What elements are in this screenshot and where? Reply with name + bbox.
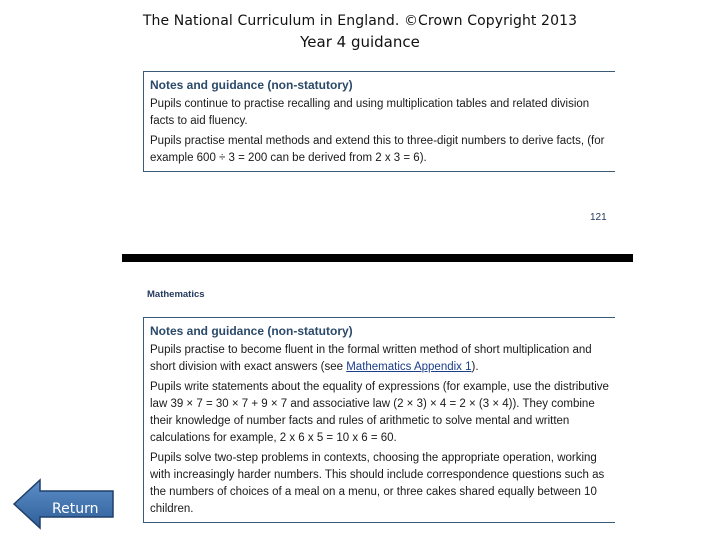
notes-paragraph: Pupils practise mental methods and extend this to three-digit numbers to derive facts, (for example 600 ÷ 3 = 200 can be derived from 2 x 3 = 6).: [150, 135, 605, 164]
notes-box-title: Notes and guidance (non-statutory): [150, 324, 353, 338]
page-number: 121: [590, 212, 607, 223]
return-button[interactable]: [12, 478, 116, 530]
notes-paragraph: Pupils solve two-step problems in contexts, choosing the appropriate operation, working with increasingly harder numbers. This should include correspondence questions such as the numbers of choices of a meal on a menu, or three cakes shared equally between 10 children.: [150, 452, 605, 515]
section-label: Mathematics: [147, 289, 205, 300]
notes-guidance-box-lower: [143, 317, 615, 523]
notes-guidance-box-upper: [143, 71, 615, 172]
notes-text: Pupils practise to become fluent in the formal written method of short multiplication and short division with exact answers (see: [150, 344, 592, 373]
appendix-link[interactable]: Mathematics Appendix 1: [346, 361, 472, 373]
return-label: Return: [52, 501, 99, 517]
slide-header: [0, 10, 720, 52]
notes-paragraph: Pupils write statements about the equality of expressions (for example, use the distributive law 39 × 7 = 30 × 7 + 9 × 7 and associative law (2 × 3) × 4 = 2 × (3 × 4)). They combine their knowledge of number facts and rules of arithmetic to solve mental and written calculations for example, 2 x 6 x 5 = 10 x 6 = 60.: [150, 381, 609, 444]
copyright-line: The National Curriculum in England. ©Crown Copyright 2013: [142, 13, 578, 29]
slide-title: Year 4 guidance: [300, 33, 420, 51]
page-divider: [122, 254, 633, 262]
notes-box-title: Notes and guidance (non-statutory): [150, 78, 353, 92]
notes-paragraph: Pupils continue to practise recalling and using multiplication tables and related division facts to aid fluency.: [150, 98, 590, 127]
notes-paragraph: [150, 342, 609, 376]
notes-text: ).: [471, 361, 479, 373]
